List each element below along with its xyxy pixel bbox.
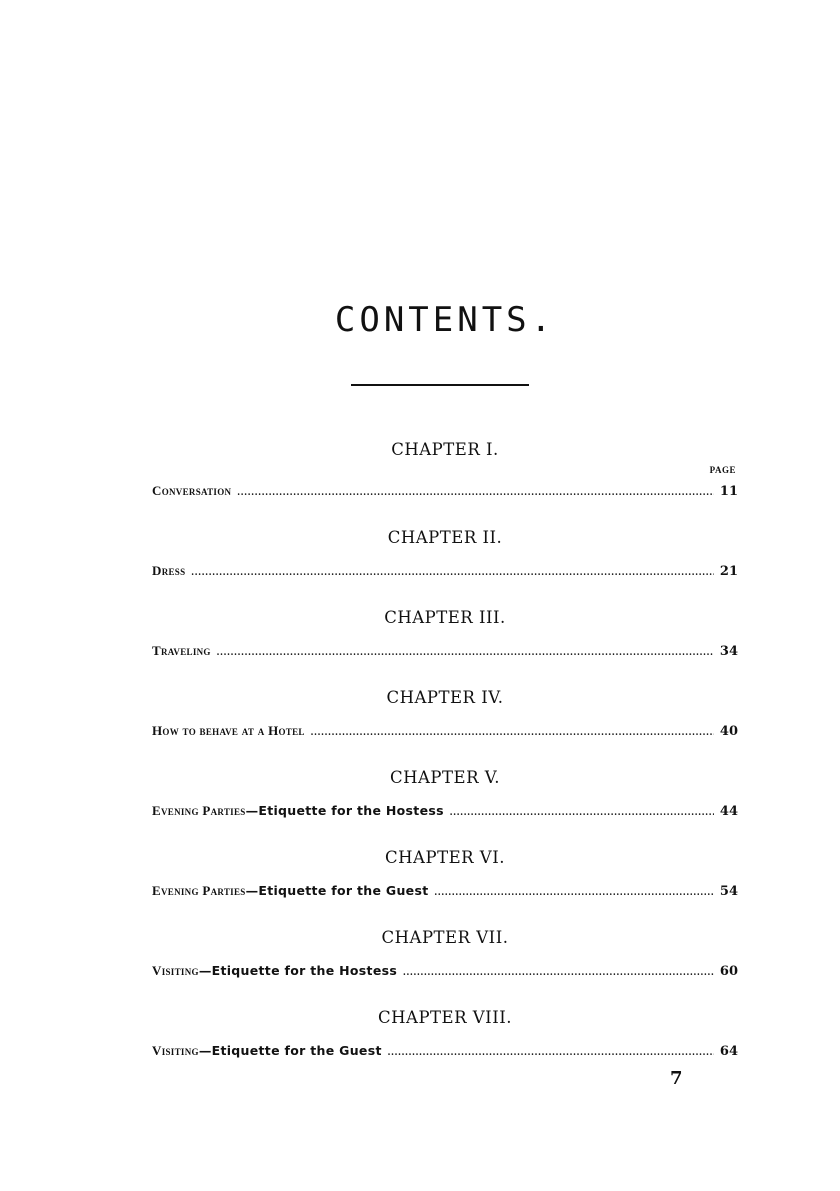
entry-page-number: 40: [719, 724, 738, 739]
entry-title: Traveling: [152, 643, 211, 658]
entry-page-number: 21: [719, 564, 738, 579]
toc-entry: [152, 960, 738, 982]
chapter-heading: CHAPTER IV.: [386, 688, 504, 707]
toc-entry: [152, 800, 738, 822]
dot-leader: [191, 562, 714, 584]
chapter-heading: CHAPTER VI.: [385, 848, 505, 867]
dot-leader: [388, 1042, 714, 1064]
toc-block-6: [152, 848, 738, 902]
dot-leader: [450, 802, 714, 824]
toc-block-7: [152, 928, 738, 982]
toc-block-3: [152, 608, 738, 662]
entry-title: Visiting—Etiquette for the Hostess: [152, 963, 398, 978]
entry-page-number: 64: [719, 1044, 738, 1059]
toc-block-4: [152, 688, 738, 742]
title-rule: [351, 384, 529, 386]
toc-block-2: [152, 528, 738, 582]
toc-entry: [152, 560, 738, 582]
toc-entry: [152, 480, 738, 502]
entry-title: Conversation: [152, 483, 232, 498]
toc-entry: [152, 640, 738, 662]
dot-leader: [237, 482, 714, 504]
entry-title: Evening Parties—Etiquette for the Hostess: [152, 803, 444, 818]
dot-leader: [403, 962, 714, 984]
table-of-contents: [152, 440, 738, 1088]
page-number-folio: 7: [670, 1068, 683, 1089]
page-title: CONTENTS.: [334, 300, 556, 340]
toc-block-5: [152, 768, 738, 822]
page-column-label: PAGE: [709, 465, 736, 475]
entry-title: Dress: [152, 563, 186, 578]
chapter-heading: CHAPTER II.: [387, 528, 503, 547]
dot-leader: [434, 882, 713, 904]
entry-page-number: 11: [719, 484, 738, 499]
dot-leader: [217, 642, 714, 664]
entry-title: How to behave at a Hotel: [152, 723, 305, 738]
entry-title: Visiting—Etiquette for the Guest: [152, 1043, 382, 1058]
chapter-heading: CHAPTER VIII.: [378, 1008, 512, 1027]
entry-page-number: 34: [719, 644, 738, 659]
chapter-heading: CHAPTER I.: [391, 440, 499, 459]
toc-entry: [152, 880, 738, 902]
entry-page-number: 54: [719, 884, 738, 899]
entry-page-number: 60: [719, 964, 738, 979]
toc-block-8: [152, 1008, 738, 1062]
entry-title: Evening Parties—Etiquette for the Guest: [152, 883, 429, 898]
chapter-heading: CHAPTER VII.: [381, 928, 509, 947]
toc-block-1: [152, 440, 738, 502]
chapter-heading: CHAPTER III.: [384, 608, 506, 627]
toc-entry: [152, 720, 738, 742]
chapter-heading: CHAPTER V.: [389, 768, 501, 787]
toc-entry: [152, 1040, 738, 1062]
dot-leader: [311, 722, 714, 744]
entry-page-number: 44: [719, 804, 738, 819]
